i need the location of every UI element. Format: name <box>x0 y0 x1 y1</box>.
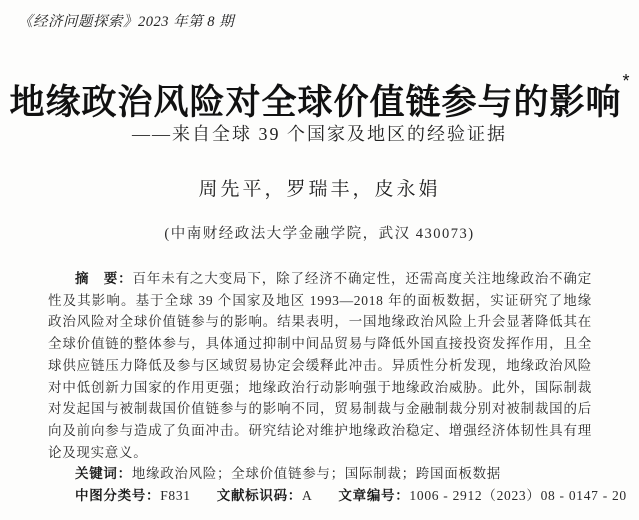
authors-line: 周先平，罗瑞丰，皮永娟 <box>198 179 441 200</box>
clc-number <box>75 488 191 503</box>
paper-title <box>0 71 639 125</box>
title-footnote-asterisk: * <box>622 71 631 92</box>
article-number-label: 文章编号： <box>338 488 410 504</box>
abstract-paragraph <box>48 268 592 463</box>
document-code-value: A <box>301 488 313 504</box>
abstract-label: 摘 要： <box>75 271 133 286</box>
paper-title-text: 地缘政治风险对全球价值链参与的影响 <box>9 83 622 123</box>
clc-value: F831 <box>160 488 191 504</box>
document-code <box>217 488 313 503</box>
keywords-text: 地缘政治风险；全球价值链参与；国际制裁；跨国面板数据 <box>131 466 502 482</box>
journal-issue-header: 《经济问题探索》2023 年第 8 期 <box>18 14 235 30</box>
document-code-label: 文献标识码： <box>216 488 302 504</box>
keywords-label: 关键词： <box>75 466 132 482</box>
article-number <box>338 488 626 503</box>
keywords-line <box>48 463 592 485</box>
abstract-block <box>48 268 627 507</box>
clc-label: 中图分类号： <box>75 488 161 504</box>
affiliation-line: (中南财经政法大学金融学院，武汉 430073) <box>164 226 475 242</box>
meta-line <box>48 485 627 507</box>
paper-subtitle: ——来自全球 39 个国家及地区的经验证据 <box>132 124 507 144</box>
article-number-value: 1006 - 2912（2023）08 - 0147 - 20 <box>409 488 627 504</box>
abstract-text: 百年未有之大变局下，除了经济不确定性，还需高度关注地缘政治不确定性及其影响。基于全球 39 个国家及地区 1993—2018 年的面板数据，实证研究了地缘政治风险对全球价值链参与的影响。结果表明，一国地缘政治风险上升会显著降低其在全球价值链的整体参与，具体通过抑制中间品贸易与降低外国直接投资发挥作用，且全球供应链压力降低及参与区域贸易协定会缓释此冲击。异质性分析发现，地缘政治风险对中低创新力国家的作用更强；地缘政治行动影响强于地缘政治威胁。此外，国际制裁对发起国与被制裁国价值链参与的影响不同，贸易制裁与金融制裁分别对被制裁国的后向及前向参与造成了负面冲击。研究结论对维护地缘政治稳定、增强经济体韧性具有理论及现实意义。 <box>48 271 592 460</box>
